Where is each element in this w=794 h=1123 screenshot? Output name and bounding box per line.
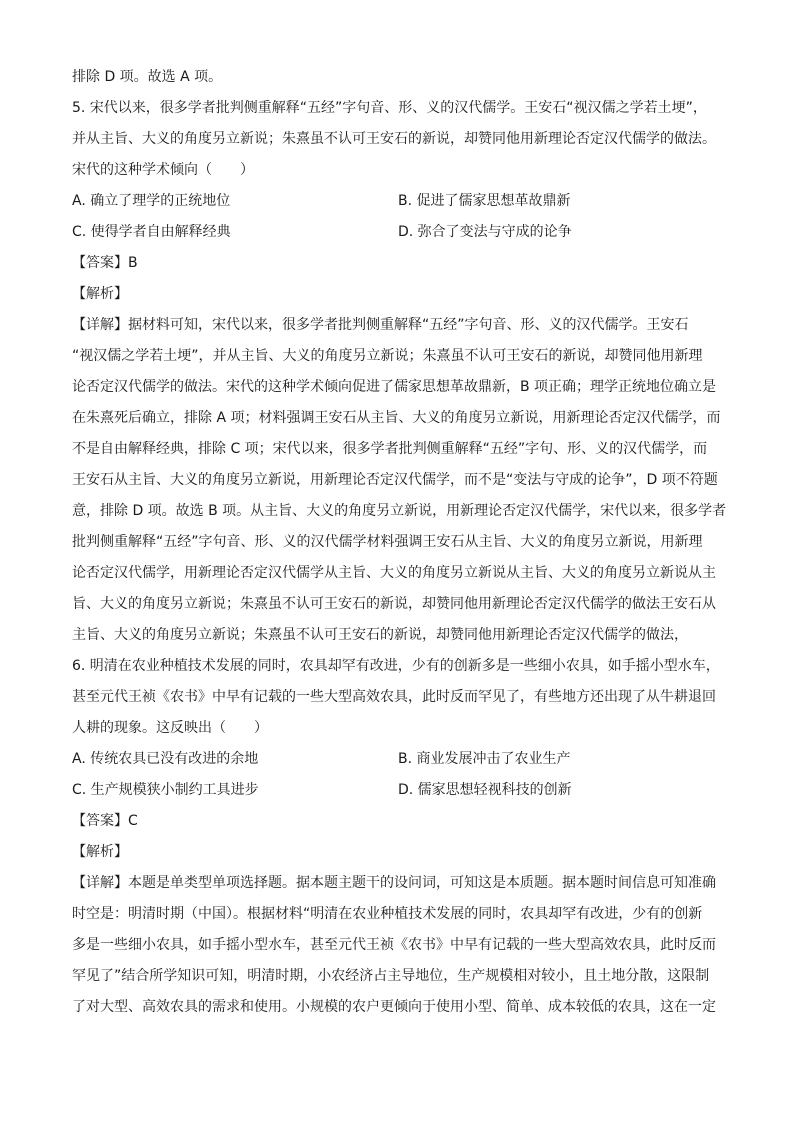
q6-stem-line-1: 6. 明清在农业种植技术发展的同时，农具却罕有改进，少有的创新多是一些细小农具，如手摇小型水车，	[72, 658, 720, 674]
q6-answer: 【答案】C	[72, 813, 138, 829]
q5-detail-line-5: 不是自由解释经典，排除 C 项；宋代以来，很多学者批判侧重解释“五经”字句、形、义的汉代儒学，而	[72, 441, 708, 457]
q5-detail-line-7: 意，排除 D 项。故选 B 项。从主旨、大义的角度另立新说，用新理论否定汉代儒学，宋代以来，很多学者	[72, 503, 726, 519]
q5-detail-line-9: 论否定汉代儒学，用新理论否定汉代儒学从主旨、大义的角度另立新说从主旨、大义的角度另立新说从主	[72, 565, 716, 581]
q5-option-a: A. 确立了理学的正统地位	[72, 193, 231, 209]
q5-stem-line-2: 并从主旨、大义的角度另立新说；朱熹虽不认可王安石的新说，却赞同他用新理论否定汉代儒学的做法。	[72, 131, 716, 147]
intro-line: 排除 D 项。故选 A 项。	[72, 69, 223, 85]
document-page	[72, 62, 726, 1023]
q5-detail-line-8: 批判侧重解释“五经”字句音、形、义的汉代儒学材料强调王安石从主旨、大义的角度另立新说，用新理	[72, 534, 703, 550]
q5-detail-line-6: 王安石从主旨、大义的角度另立新说，用新理论否定汉代儒学，而不是“变法与守成的论争”，D 项不符题	[72, 472, 718, 488]
q6-options-row-2	[72, 775, 726, 806]
q6-analysis-title: 【解析】	[72, 844, 128, 860]
q5-detail-line-1: 【详解】据材料可知，宋代以来，很多学者批判侧重解释“五经”字句音、形、义的汉代儒学。王安石	[72, 317, 689, 333]
q5-option-d: D. 弥合了变法与守成的论争	[398, 224, 572, 240]
q5-option-c: C. 使得学者自由解释经典	[72, 224, 231, 240]
q6-option-a: A. 传统农具已没有改进的余地	[72, 751, 259, 767]
q5-analysis-title: 【解析】	[72, 286, 128, 302]
question-5	[72, 93, 726, 651]
q5-detail-line-11: 主旨、大义的角度另立新说；朱熹虽不认可王安石的新说，却赞同他用新理论否定汉代儒学的做法，	[72, 627, 688, 643]
q6-option-c: C. 生产规模狭小制约工具进步	[72, 782, 259, 798]
q5-option-b: B. 促进了儒家思想革故鼎新	[398, 193, 571, 209]
q6-options-row-1	[72, 744, 726, 775]
q6-stem-line-2: 甚至元代王祯《农书》中早有记载的一些大型高效农具，此时反而罕见了，有些地方还出现了从牛耕退回	[72, 689, 716, 705]
q5-detail-line-3: 论否定汉代儒学的做法。宋代的这种学术倾向促进了儒家思想革故鼎新，B 项正确；理学正统地位确立是	[72, 379, 717, 395]
q6-detail-line-4: 罕见了”结合所学知识可知，明清时期，小农经济占主导地位，生产规模相对较小，且土地分散，这限制	[72, 968, 710, 984]
q6-stem-line-3: 人耕的现象。这反映出（ ）	[72, 720, 268, 736]
q6-option-d: D. 儒家思想轻视科技的创新	[398, 782, 572, 798]
q5-stem-line-1: 5. 宋代以来，很多学者批判侧重解释“五经”字句音、形、义的汉代儒学。王安石“视汉儒之学若土埂”，	[72, 100, 707, 116]
q6-detail-line-3: 多是一些细小农具，如手摇小型水车，甚至元代王祯《农书》中早有记载的一些大型高效农具，此时反而	[72, 937, 716, 953]
question-6	[72, 651, 726, 1023]
q6-option-b: B. 商业发展冲击了农业生产	[398, 751, 571, 767]
q6-detail-line-2: 时空是：明清时期（中国）。根据材料“明清在农业种植技术发展的同时，农具却罕有改进，少有的创新	[72, 906, 703, 922]
q5-options-row-1	[72, 186, 726, 217]
q5-answer: 【答案】B	[72, 255, 138, 271]
q6-detail-line-1: 【详解】本题是单类型单项选择题。据本题主题干的设问词，可知这是本质题。据本题时间信息可知准确	[72, 875, 716, 891]
q5-stem-line-3: 宋代的这种学术倾向（ ）	[72, 162, 254, 178]
q5-detail-line-10: 旨、大义的角度另立新说；朱熹虽不认可王安石的新说，却赞同他用新理论否定汉代儒学的做法王安石从	[72, 596, 716, 612]
q5-detail-line-2: “视汉儒之学若土埂”，并从主旨、大义的角度另立新说；朱熹虽不认可王安石的新说，却赞同他用新理	[72, 348, 703, 364]
q5-options-row-2	[72, 217, 726, 248]
q5-detail-line-4: 在朱熹死后确立，排除 A 项；材料强调王安石从主旨、大义的角度另立新说，用新理论否定汉代儒学，而	[72, 410, 721, 426]
q6-detail-line-5: 了对大型、高效农具的需求和使用。小规模的农户更倾向于使用小型、简单、成本较低的农具，这在一定	[72, 999, 716, 1015]
